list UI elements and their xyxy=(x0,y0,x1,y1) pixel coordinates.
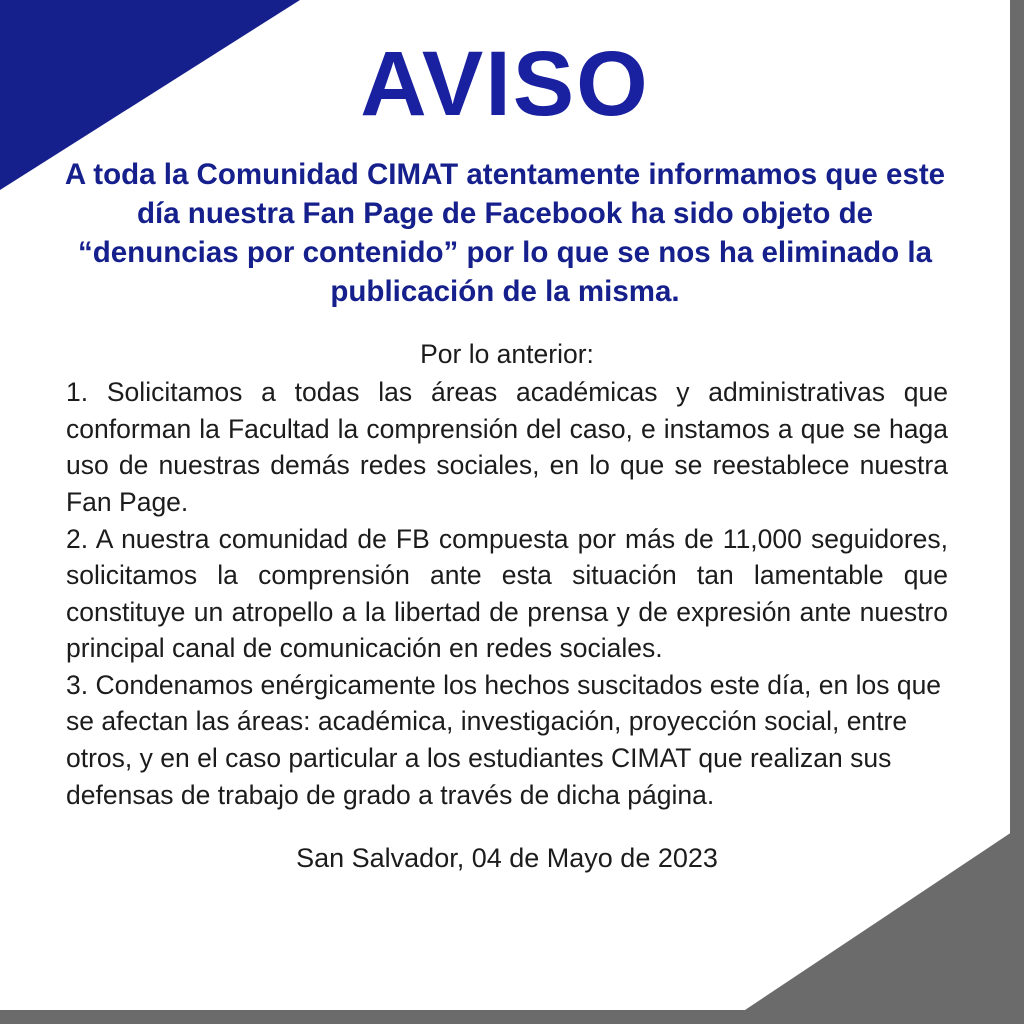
body-paragraph-2: 2. A nuestra comunidad de FB compuesta por más de 11,000 seguidores, solicitamos la comprensión ante esta situación tan lamentable que constituye un atropello a la libertad de prensa y de expresión ante nuestro principal canal de comunicación en redes sociales. xyxy=(66,523,948,664)
body-paragraph-1: 1. Solicitamos a todas las áreas académicas y administrativas que conforman la Facultad la comprensión del caso, e instamos a que se haga uso de nuestras demás redes sociales, en lo que se reestablece nuestra Fan Page. xyxy=(66,377,948,517)
grey-frame-right xyxy=(1010,0,1024,1024)
lead-paragraph: A toda la Comunidad CIMAT atentamente informamos que este día nuestra Fan Page de Facebook ha sido objeto de “denuncias por contenido” por lo que se nos ha eliminado la publicación de la misma. xyxy=(64,158,946,308)
page-title: AVISO xyxy=(360,33,650,135)
signoff-line: San Salvador, 04 de Mayo de 2023 xyxy=(296,843,718,874)
grey-frame-bottom xyxy=(0,1010,1024,1024)
body-paragraph-3: 3. Condenamos enérgicamente los hechos suscitados este día, en los que se afectan las áreas: académica, investigación, proyección social, entre otros, y en el caso particular a los estudiantes CIMAT que realizan sus defensas de trabajo de grado a través de dicha página. xyxy=(66,669,942,810)
body-intro: Por lo anterior: xyxy=(420,338,594,369)
body-block xyxy=(66,336,948,813)
